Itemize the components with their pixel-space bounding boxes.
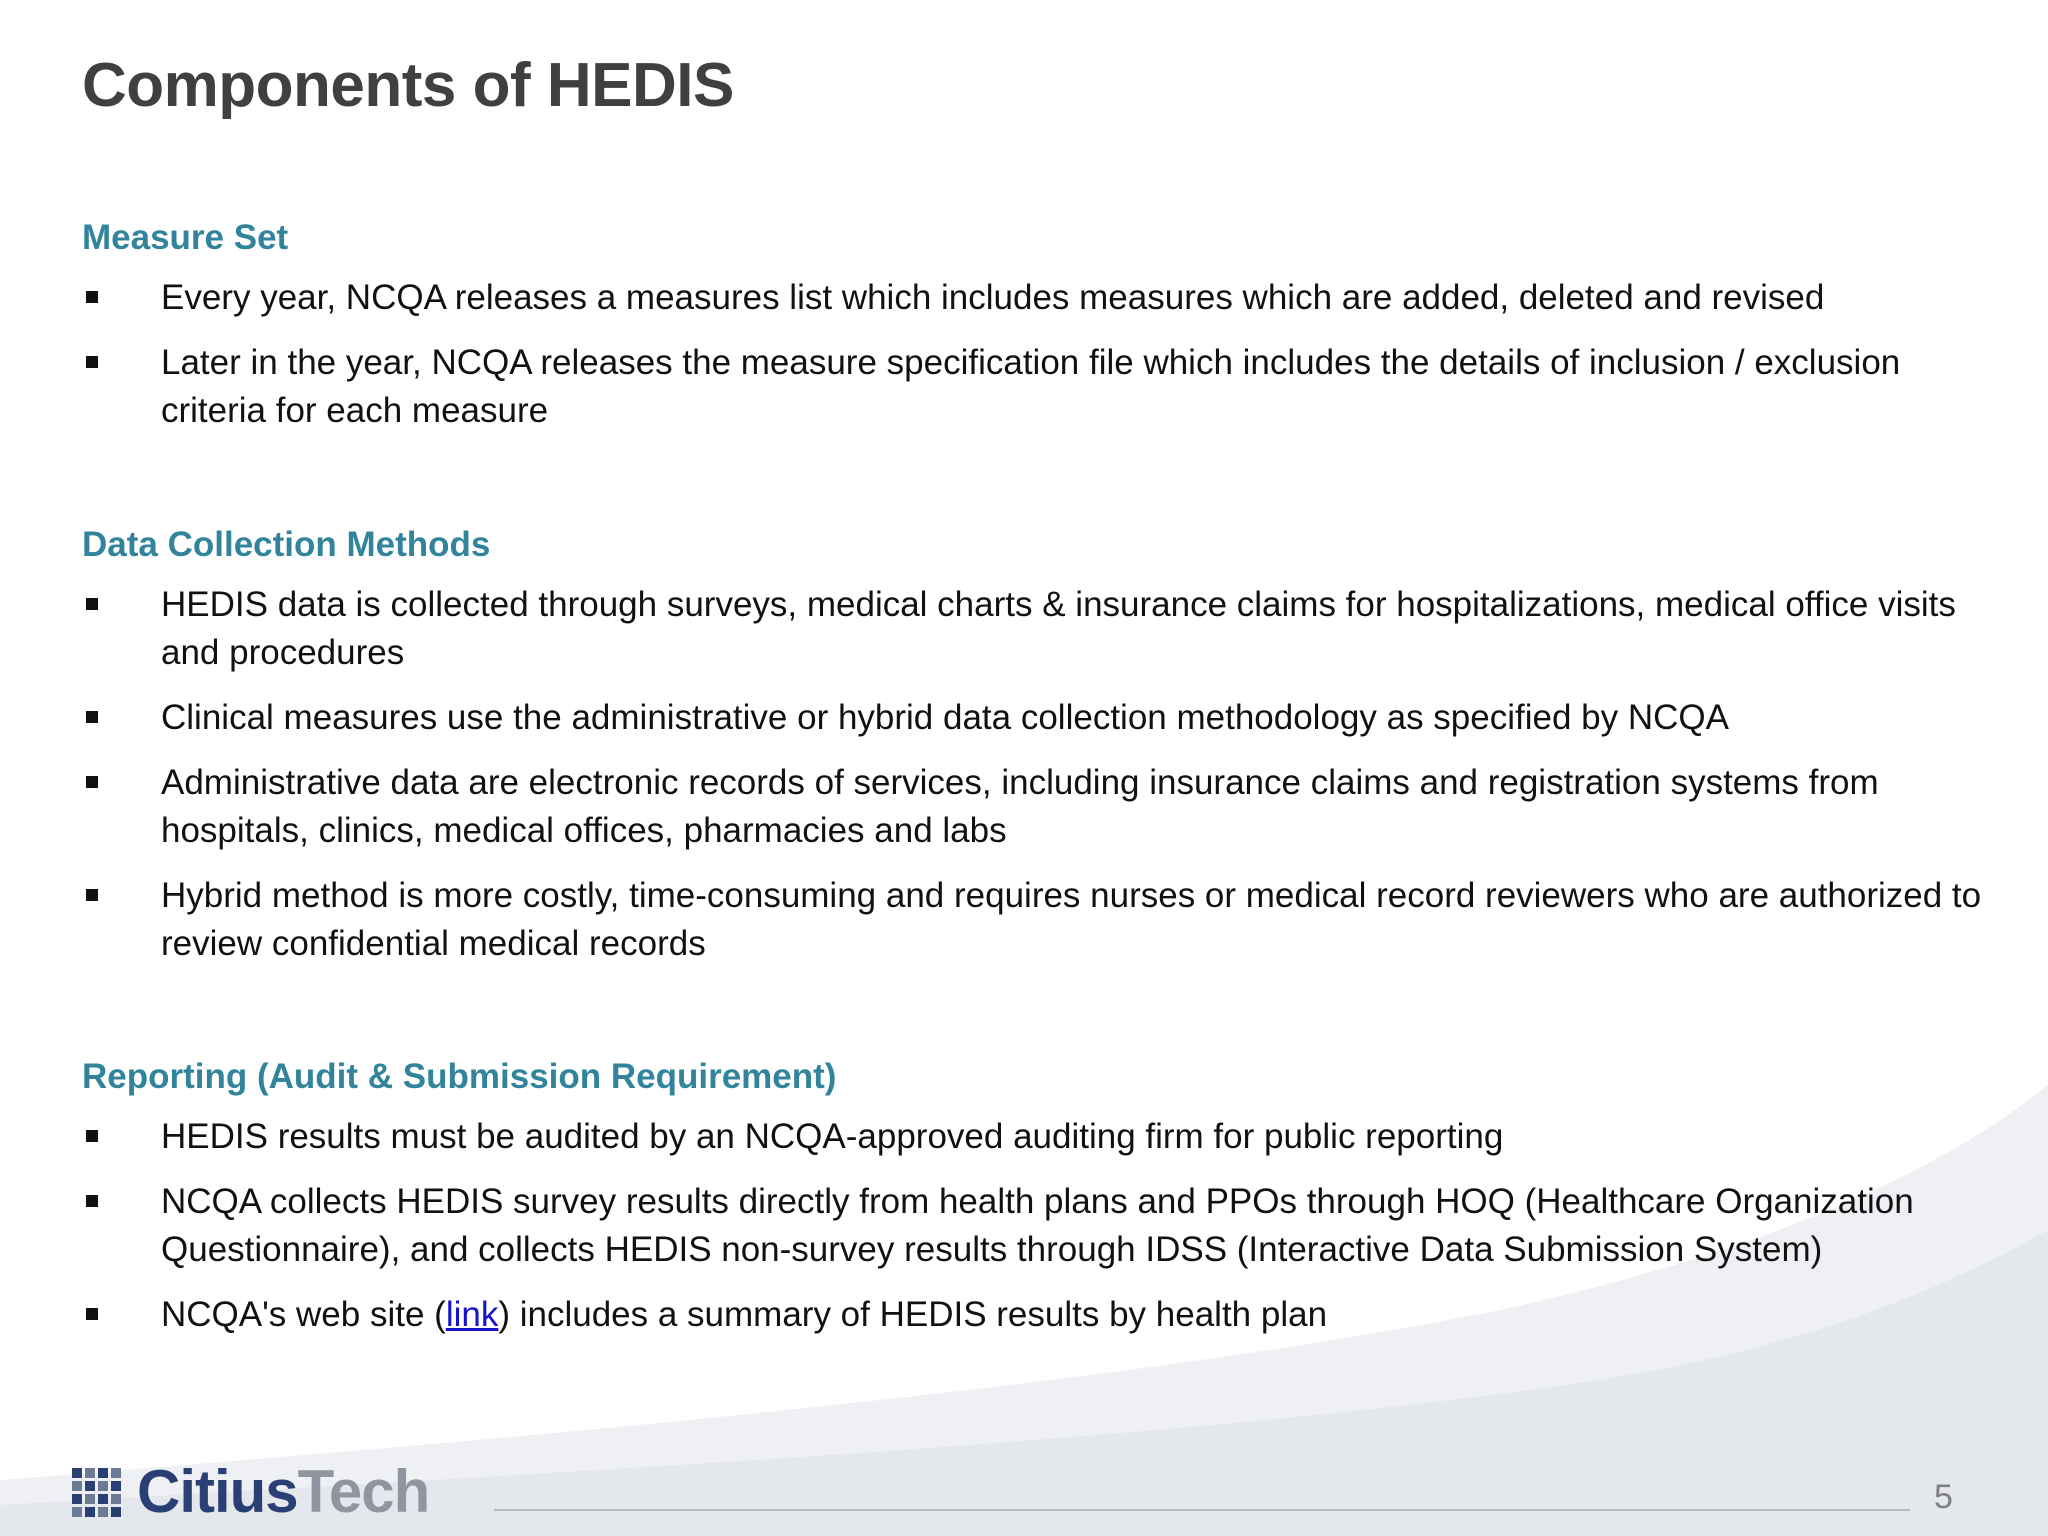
square-bullet-icon	[86, 1130, 98, 1142]
slide-title: Components of HEDIS	[82, 51, 734, 120]
list-item	[82, 274, 1982, 322]
list-item	[82, 339, 1982, 435]
list-item	[82, 694, 1982, 742]
citiustech-logo	[72, 1458, 430, 1525]
square-bullet-icon	[86, 1308, 98, 1320]
ncqa-website-link[interactable]: link	[445, 1295, 499, 1334]
logo-grid-icon	[72, 1468, 121, 1517]
bullet-list	[82, 274, 1982, 435]
list-item	[82, 1113, 1982, 1161]
list-item	[82, 759, 1982, 855]
footer-divider	[494, 1509, 1910, 1511]
section-data-collection-methods	[82, 525, 1982, 985]
bullet-text: NCQA collects HEDIS survey results directly from health plans and PPOs through HOQ (Healthcare Organization Questionnaire), and collects HEDIS non-survey results through IDSS (Interactive Data Submission System)	[161, 1182, 1914, 1269]
bullet-text: HEDIS results must be audited by an NCQA-approved auditing firm for public reporting	[161, 1117, 1504, 1156]
list-item	[82, 1178, 1982, 1274]
list-item	[82, 581, 1982, 677]
square-bullet-icon	[86, 711, 98, 723]
section-heading: Reporting (Audit & Submission Requirement)	[82, 1057, 837, 1096]
section-heading: Data Collection Methods	[82, 525, 491, 564]
square-bullet-icon	[86, 889, 98, 901]
bullet-text-before: NCQA's web site (	[161, 1295, 446, 1334]
section-heading: Measure Set	[82, 218, 289, 257]
bullet-list	[82, 1113, 1982, 1339]
logo-text-citius: Citius	[137, 1458, 298, 1525]
bullet-text: HEDIS data is collected through surveys, medical charts & insurance claims for hospitalizations, medical office visits and procedures	[161, 585, 1956, 672]
bullet-text: Clinical measures use the administrative or hybrid data collection methodology as specified by NCQA	[161, 698, 1729, 737]
section-reporting	[82, 1057, 1982, 1356]
bullet-text: Administrative data are electronic records of services, including insurance claims and registration systems from hospitals, clinics, medical offices, pharmacies and labs	[161, 763, 1879, 850]
square-bullet-icon	[86, 356, 98, 368]
square-bullet-icon	[86, 776, 98, 788]
square-bullet-icon	[86, 1195, 98, 1207]
bullet-text: Hybrid method is more costly, time-consuming and requires nurses or medical record reviewers who are authorized to review confidential medical records	[161, 876, 1982, 963]
bullet-text: Later in the year, NCQA releases the measure specification file which includes the details of inclusion / exclusion criteria for each measure	[161, 343, 1901, 430]
square-bullet-icon	[86, 598, 98, 610]
list-item	[82, 1291, 1982, 1339]
logo-text-tech: Tech	[297, 1458, 430, 1525]
page-number: 5	[1934, 1478, 1953, 1516]
bullet-text: Every year, NCQA releases a measures list which includes measures which are added, deleted and revised	[161, 278, 1825, 317]
bullet-text-after: ) includes a summary of HEDIS results by health plan	[498, 1295, 1328, 1334]
square-bullet-icon	[86, 291, 98, 303]
list-item	[82, 872, 1982, 968]
bullet-list	[82, 581, 1982, 968]
section-measure-set	[82, 218, 1982, 452]
